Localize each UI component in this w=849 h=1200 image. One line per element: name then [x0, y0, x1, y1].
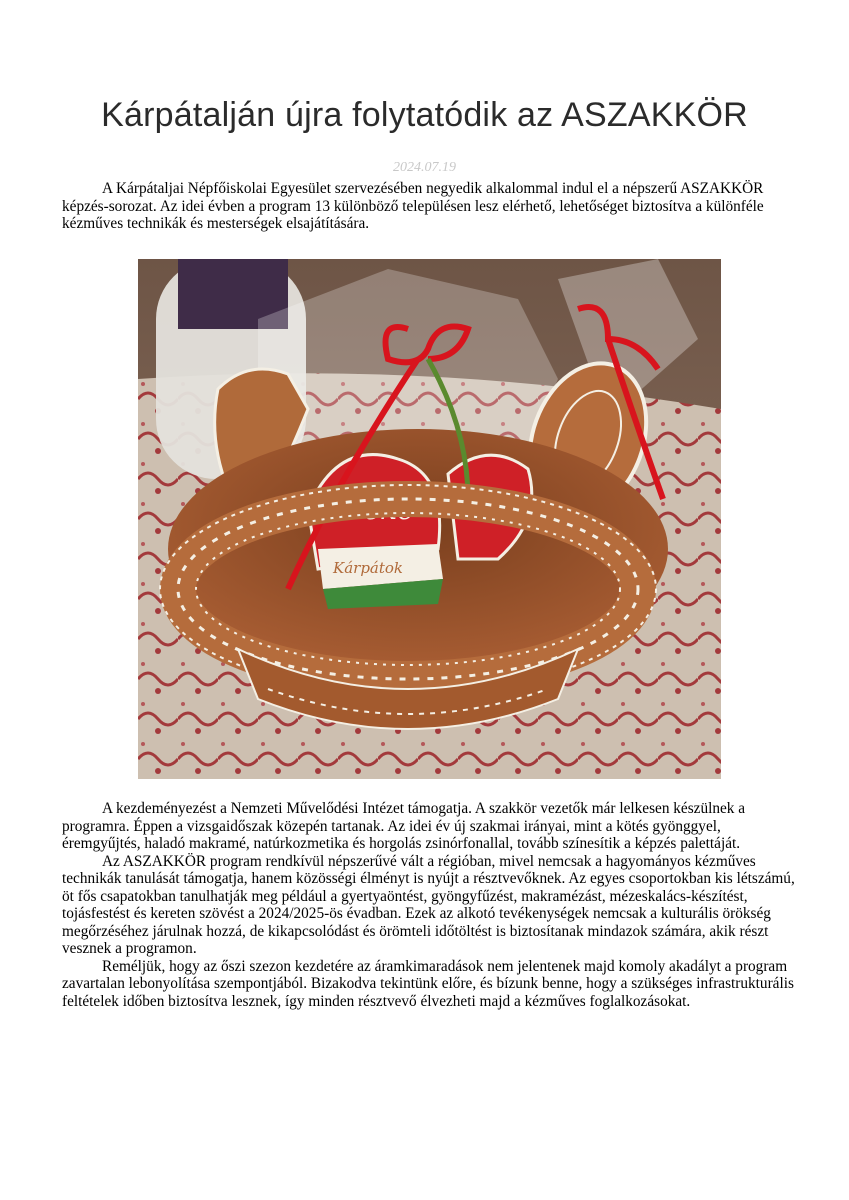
- gingerbread-basket-image: [138, 259, 721, 779]
- article-title: Kárpátalján újra folytatódik az ASZAKKÖR: [101, 96, 748, 134]
- article-date: 2024.07.19: [393, 160, 456, 175]
- cookie-text-karpatok: Kárpátok: [333, 559, 404, 577]
- intro-paragraph: A Kárpátaljai Népfőiskolai Egyesület szervezésében negyedik alkalommal indul el a népszerű ASZAKKÖR képzés-sorozat. Az idei évben a program 13 különböző településen lesz elérhető, lehetőséget biztosítva a különféle kézműves technikák és mesterségek elsajátítására.: [62, 180, 764, 232]
- body-paragraph-3: Reméljük, hogy az őszi szezon kezdetére az áramkimaradások nem jelentenek majd komoly akadályt a program zavartalan lebonyolítása szempontjából. Bizakodva tekintünk előre, és bízunk benne, hogy a szükséges infrastrukturális feltételek időben biztosítva lesznek, így minden résztvevő élvezheti majd a kézműves foglalkozásokat.: [62, 957, 794, 1010]
- body-paragraph-1: A kezdeményezést a Nemzeti Művelődési Intézet támogatja. A szakkör vezetők már lelkesen készülnek a programra. Éppen a vizsgaidőszak közepén tartanak. Az idei év új szakmai irányai, mint a kötés gyönggyel, éremgyűjtés, haladó makramé, natúrkozmetika és horgolás zsinórfonallal, tovább színesítik a képzés palettáját.: [62, 800, 746, 852]
- cookie-text-beke: Béke: [343, 493, 414, 526]
- body-section: [62, 800, 802, 1010]
- intro-section: [62, 180, 802, 233]
- article-photo: [138, 259, 721, 779]
- body-paragraph-2: Az ASZAKKÖR program rendkívül népszerűvé vált a régióban, mivel nemcsak a hagyományos kézműves technikák tanulását támogatja, hanem közösségi élményt is nyújt a résztvevőknek. Az egyes csoportokban kis létszámú, öt fős csapatokban tanulhatják meg például a gyertyaöntést, gyöngyfűzést, makramézást, mézeskalács-készítést, tojásfestést és kereten szövést a 2024/2025-ös évadban. Ezek az alkotó tevékenységek nemcsak a kulturális örökség megőrzéséhez járulnak hozzá, de kikapcsolódást és örömteli időtöltést is biztosítanak mindazok számára, akik részt vesznek a programon.: [62, 852, 795, 957]
